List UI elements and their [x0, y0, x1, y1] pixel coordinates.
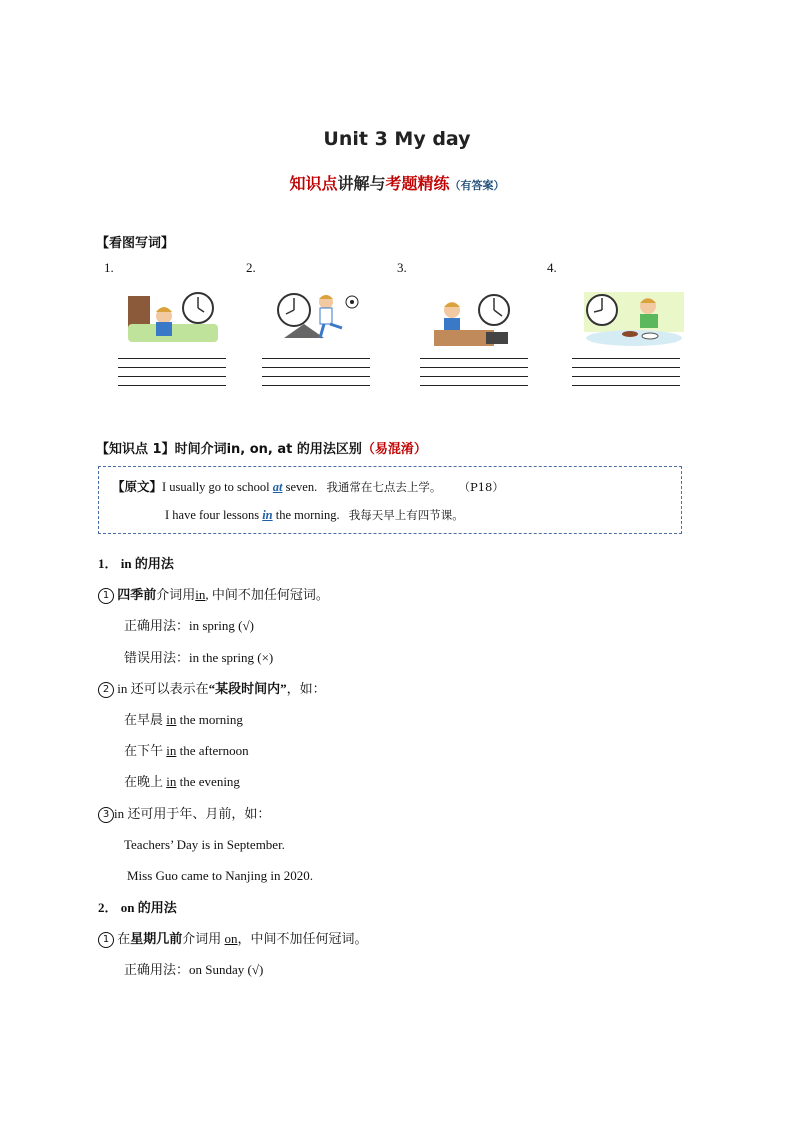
in-example-evening	[124, 773, 240, 791]
on-rule-1-bold: 星期几前	[130, 931, 183, 946]
in-rule-2-b: ，如：	[286, 681, 326, 696]
original-line1-ref: （P18）	[458, 480, 504, 494]
circle-number-1: 1	[98, 588, 114, 604]
on-rule-1-a: 在	[117, 931, 131, 946]
in-rule-1-b: , 中间不加任何冠词。	[205, 587, 329, 602]
original-label: 【原文】	[112, 480, 163, 494]
ex3-en: the evening	[176, 774, 240, 789]
original-line2-pre: I have four lessons	[165, 508, 263, 522]
section-look-write-heading: 【看图写词】	[96, 236, 175, 251]
picture-number-2: 2.	[246, 260, 256, 275]
subtitle-part3: 考题精练	[385, 174, 450, 193]
circle-number-2: 2	[98, 682, 114, 698]
answer-lines-1[interactable]	[118, 358, 226, 394]
circle-number-3: 3	[98, 807, 114, 823]
in-sentence-2: Miss Guo came to Nanjing in 2020.	[127, 868, 313, 883]
on-rule-1	[98, 930, 368, 948]
in-wrong-example: 错误用法：in the spring (×)	[124, 650, 274, 665]
in-rule-2-bold: “某段时间内”	[208, 681, 287, 696]
ex3-cn: 在晚上	[124, 774, 167, 789]
picture-boy-doing-homework	[424, 290, 528, 350]
in-example-afternoon	[124, 742, 249, 760]
knowledge-point-1-heading	[96, 438, 427, 457]
on-rule-1-keyword: on	[224, 931, 238, 946]
in-rule-2	[98, 680, 326, 698]
on-rule-1-c: ，中间不加任何冠词。	[237, 931, 368, 946]
on-usage-heading: 2． on 的用法	[98, 900, 177, 915]
original-line1-pre: I usually go to school	[162, 480, 273, 494]
original-line1-cn: 我通常在七点去上学。	[326, 480, 442, 494]
knowledge-point-1-tag: （易混淆）	[361, 442, 427, 457]
on-rule-1-b: 介词用	[182, 931, 225, 946]
picture-boy-playing-football	[264, 288, 368, 348]
in-rule-2-a: in 还可以表示在	[117, 681, 209, 696]
in-rule-3-text: in 还可用于年、月前，如：	[114, 806, 271, 821]
highlight-at: at	[272, 480, 283, 494]
in-example-morning	[124, 711, 243, 729]
original-line-2	[165, 506, 464, 524]
in-usage-heading: 1． in 的用法	[98, 556, 174, 571]
original-line2-cn: 我每天早上有四节课。	[348, 508, 464, 522]
ex2-en: the afternoon	[176, 743, 249, 758]
ex2-cn: 在下午	[124, 743, 167, 758]
in-rule-1-keyword: in	[195, 587, 206, 602]
picture-number-3: 3.	[397, 260, 407, 275]
on-correct-example: 正确用法：on Sunday (√)	[124, 962, 264, 977]
subtitle-part2: 讲解与	[337, 174, 386, 193]
subtitle-part1: 知识点	[289, 174, 338, 193]
in-rule-1-a: 介词用	[156, 587, 196, 602]
page-subtitle	[0, 171, 794, 194]
highlight-in: in	[262, 508, 273, 522]
original-line2-post: the morning.	[272, 508, 340, 522]
answer-lines-3[interactable]	[420, 358, 528, 394]
in-sentence-1: Teachers’ Day is in September.	[124, 837, 285, 852]
answer-lines-2[interactable]	[262, 358, 370, 394]
knowledge-point-1-title: 【知识点 1】时间介词in, on, at 的用法区别	[96, 442, 362, 457]
in-correct-example: 正确用法：in spring (√)	[124, 618, 254, 633]
picture-number-1: 1.	[104, 260, 114, 275]
ex3-keyword: in	[166, 774, 177, 789]
answer-lines-4[interactable]	[572, 358, 680, 394]
on-circle-number-1: 1	[98, 932, 114, 948]
in-rule-1	[98, 586, 329, 604]
ex1-cn: 在早晨	[124, 712, 167, 727]
ex2-keyword: in	[166, 743, 177, 758]
in-rule-3	[98, 805, 270, 823]
original-line-1	[112, 478, 504, 496]
picture-boy-waking-up	[122, 288, 226, 348]
picture-number-4: 4.	[547, 260, 557, 275]
page-title: Unit 3 My day	[323, 128, 471, 150]
ex1-keyword: in	[166, 712, 177, 727]
picture-boy-eating-dinner	[582, 288, 686, 348]
subtitle-part4: （有答案）	[449, 179, 505, 192]
original-line1-post: seven.	[282, 480, 318, 494]
in-rule-1-bold: 四季前	[117, 587, 157, 602]
ex1-en: the morning	[176, 712, 243, 727]
